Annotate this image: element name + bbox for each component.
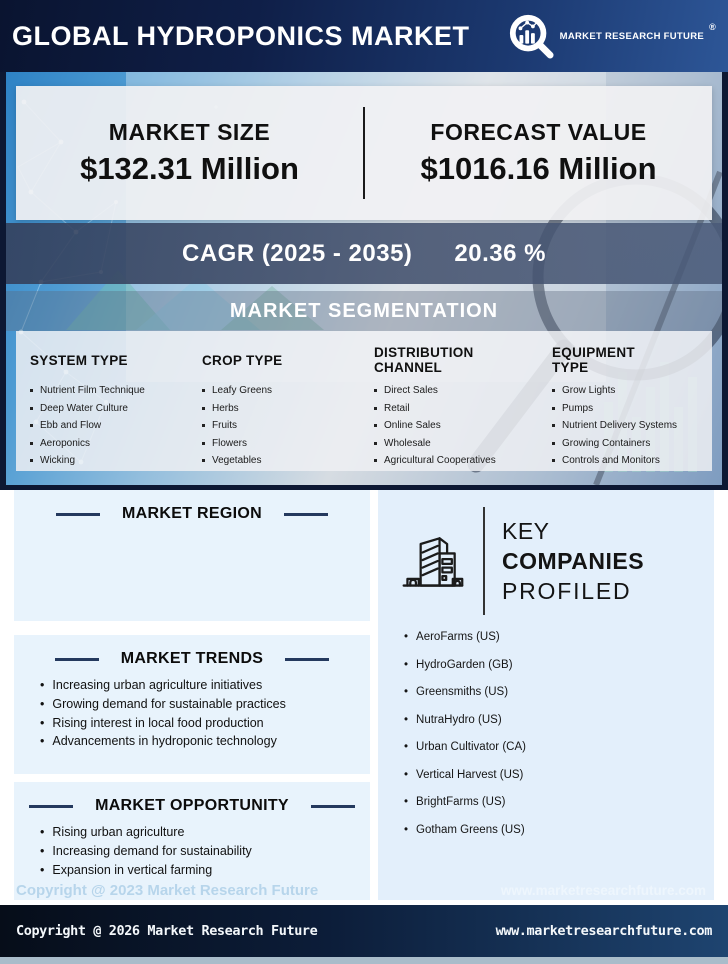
list-item: Herbs [202,403,374,415]
list-item: Wholesale [374,438,552,450]
list-item: Growing Containers [552,438,706,450]
key-companies-header [378,490,714,615]
segmentation-panel [16,331,712,471]
market-trends-box [14,635,370,774]
left-dash [55,658,99,661]
list-item: • Increasing urban agriculture initiatives [40,678,370,693]
list-item: Leafy Greens [202,385,374,397]
list-item: Aeroponics [30,438,202,450]
column-list [30,385,202,467]
segmentation-column-crop-type [202,346,374,473]
cagr-band [6,223,722,284]
market-region-box [14,490,370,621]
website-watermark: www.marketresearchfuture.com [500,883,706,898]
market-opportunity-box [14,782,370,900]
list-item: • Rising interest in local food production [40,716,370,731]
page-title: GLOBAL HYDROPONICS MARKET [12,20,470,51]
list-item: • Gotham Greens (US) [404,824,714,836]
list-item: Direct Sales [374,385,552,397]
vertical-divider [483,507,485,615]
brand-name-text: MARKET RESEARCH FUTURE [559,30,704,42]
segmentation-column-equipment-type [552,346,706,473]
column-list [202,385,374,467]
footer-bar [0,905,728,964]
right-dash [311,805,355,808]
companies-list [404,631,714,836]
list-item: • Advancements in hydroponic technology [40,734,370,749]
list-item: Nutrient Film Technique [30,385,202,397]
list-item: Vegetables [202,455,374,467]
column-title: SYSTEM TYPE [30,352,128,368]
right-dash [285,658,329,661]
registered-mark: ® [709,21,716,32]
column-title: DISTRIBUTION CHANNEL [374,345,474,375]
list-item: Grow Lights [552,385,706,397]
mrf-logo-icon [508,13,554,59]
forecast-value-block [365,86,712,220]
list-item: • Urban Cultivator (CA) [404,741,714,753]
list-item: • NutraHydro (US) [404,714,714,726]
footer-bottom-strip [0,957,728,964]
right-column [378,490,714,900]
list-item: • AeroFarms (US) [404,631,714,643]
hero-section [0,72,728,490]
title-line-companies: COMPANIES [502,548,645,574]
market-opportunity-title: MARKET OPPORTUNITY [95,797,289,814]
cagr-label: CAGR (2025 - 2035) [181,239,413,267]
market-trends-list [40,678,370,750]
market-trends-title: MARKET TRENDS [120,650,264,667]
column-title: CROP TYPE [202,352,283,368]
segmentation-title-band [6,291,722,331]
footer-copyright: Copyright @ 2026 Market Research Future [16,923,318,939]
brand-name [559,21,716,42]
list-item: • Vertical Harvest (US) [404,769,714,781]
list-item: • BrightFarms (US) [404,796,714,808]
list-item: • Growing demand for sustainable practices [40,697,370,712]
copyright-watermark: Copyright @ 2023 Market Research Future [16,882,319,899]
list-item: • Expansion in vertical farming [40,863,370,878]
list-item: • Rising urban agriculture [40,825,370,840]
market-opportunity-list [40,825,370,878]
list-item: Retail [374,403,552,415]
market-size-value: $132.31 Million [80,151,299,186]
footer-website: www.marketresearchfuture.com [495,923,712,939]
list-item: Agricultural Cooperatives [374,455,552,467]
left-dash [29,805,73,808]
key-companies-title [502,516,644,606]
segmentation-column-system-type [30,346,202,473]
main-content [0,490,728,905]
list-item: • Increasing demand for sustainability [40,844,370,859]
column-list [552,385,706,467]
segmentation-title: MARKET SEGMENTATION [229,299,499,322]
list-item: • HydroGarden (GB) [404,659,714,671]
market-stats-panel [16,86,712,220]
title-line-key: KEY [502,518,550,544]
list-item: Deep Water Culture [30,403,202,415]
list-item: Flowers [202,438,374,450]
list-item: Ebb and Flow [30,420,202,432]
brand-logo [508,13,714,59]
list-item: Online Sales [374,420,552,432]
footer-main [0,905,728,957]
cagr-value: 20.36 % [454,239,546,267]
list-item: • Greensmiths (US) [404,686,714,698]
forecast-value-label: FORECAST VALUE [430,119,647,145]
right-dash [284,513,328,516]
list-item: Fruits [202,420,374,432]
header-bar [0,0,728,72]
forecast-value-value: $1016.16 Million [420,151,657,186]
market-size-label: MARKET SIZE [108,119,271,145]
market-opportunity-header [14,782,370,815]
buildings-icon [398,530,466,592]
list-item: Nutrient Delivery Systems [552,420,706,432]
list-item: Pumps [552,403,706,415]
list-item: Controls and Monitors [552,455,706,467]
market-region-header [14,490,370,523]
market-trends-header [14,635,370,668]
key-companies-box [378,490,714,900]
market-size-block [16,86,363,220]
title-line-profiled: PROFILED [502,578,632,604]
segmentation-column-distribution-channel [374,346,552,473]
column-title: EQUIPMENT TYPE [552,345,635,375]
list-item: Wicking [30,455,202,467]
market-region-title: MARKET REGION [122,505,262,522]
left-column [14,490,370,900]
column-list [374,385,552,467]
left-dash [56,513,100,516]
